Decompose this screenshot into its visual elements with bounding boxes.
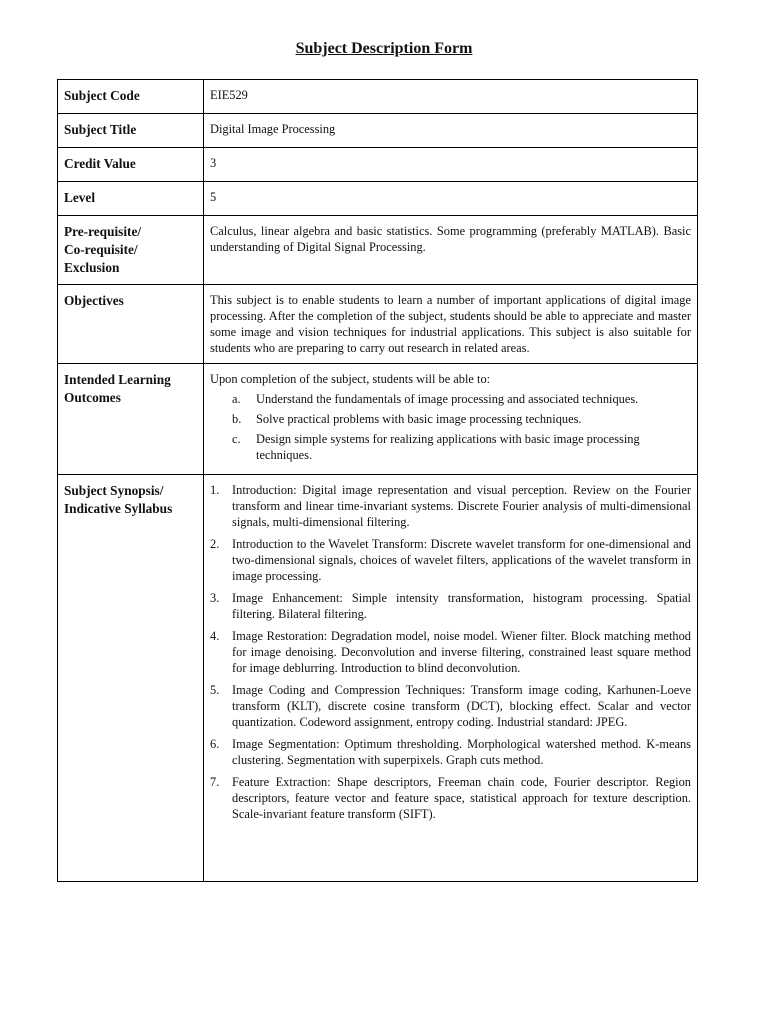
ilo-label-line-1: Intended Learning xyxy=(64,372,171,387)
syllabus-text: Image Segmentation: Optimum thresholding. Morphological watershed method. K-means clustering. Segmentation with superpixels. Graph cuts method. xyxy=(232,737,691,767)
ilo-marker: c. xyxy=(232,432,241,446)
ilo-item xyxy=(210,391,691,407)
row-level xyxy=(58,182,698,216)
syllabus-text: Image Restoration: Degradation model, noise model. Wiener filter. Block matching method for image denoising. Deconvolution and inverse filtering, constrained least square method for image deblurring. Introduction to blind deconvolution. xyxy=(232,629,691,675)
ilo-text: Solve practical problems with basic image processing techniques. xyxy=(256,412,582,426)
syllabus-marker: 3. xyxy=(210,591,220,605)
ilo-item xyxy=(210,431,691,463)
form-title xyxy=(0,40,768,58)
syllabus-text: Image Coding and Compression Techniques: Transform image coding, Karhunen-Loeve transform (KLT), discrete cosine transform (DCT), blocking effect. Scalar and vector quantization. Codeword assignment, entropy coding. Industrial standard: JPEG. xyxy=(232,683,691,729)
objectives-value: This subject is to enable students to learn a number of important applications of digital image processing. After the completion of the subject, students should be able to appreciate and master some image and vision techniques for industrial applications. This subject is also suitable for students who are preparing to carry out research in related areas. xyxy=(204,285,698,364)
ilo-intro: Upon completion of the subject, students will be able to: xyxy=(210,372,491,386)
syllabus-marker: 5. xyxy=(210,683,220,697)
subject-title-value: Digital Image Processing xyxy=(204,114,698,148)
ilo-label-line-2: Outcomes xyxy=(64,390,121,405)
credit-value-value: 3 xyxy=(204,148,698,182)
credit-value-label: Credit Value xyxy=(58,148,204,182)
syllabus-text: Feature Extraction: Shape descriptors, Freeman chain code, Fourier descriptor. Region descriptors, feature vector and feature space, statistical approach for texture description. Scale-invariant feature transform (SIFT). xyxy=(232,775,691,821)
objectives-label: Objectives xyxy=(58,285,204,364)
syllabus-item xyxy=(210,682,691,730)
row-subject-title xyxy=(58,114,698,148)
syllabus-text: Introduction: Digital image representation and visual perception. Review on the Fourier transform and linear time-invariant systems. Discrete Fourier analysis of multi-dimensional signals, multi-dimensional filtering. xyxy=(232,483,691,529)
syllabus-label-line-2: Indicative Syllabus xyxy=(64,501,173,516)
row-ilo xyxy=(58,364,698,475)
syllabus-label-line-1: Subject Synopsis/ xyxy=(64,483,164,498)
row-objectives xyxy=(58,285,698,364)
subject-title-label: Subject Title xyxy=(58,114,204,148)
syllabus-item xyxy=(210,482,691,530)
form-title-text: Subject Description Form xyxy=(295,40,473,57)
syllabus-item xyxy=(210,590,691,622)
syllabus-item xyxy=(210,774,691,822)
row-syllabus xyxy=(58,475,698,882)
subject-code-label: Subject Code xyxy=(58,80,204,114)
ilo-marker: b. xyxy=(232,412,242,426)
syllabus-item xyxy=(210,628,691,676)
prerequisite-label xyxy=(58,216,204,285)
syllabus-label xyxy=(58,475,204,882)
syllabus-list xyxy=(210,482,691,822)
subject-code-value: EIE529 xyxy=(204,80,698,114)
row-subject-code xyxy=(58,80,698,114)
ilo-label xyxy=(58,364,204,475)
ilo-marker: a. xyxy=(232,392,241,406)
syllabus-marker: 1. xyxy=(210,483,220,497)
syllabus-marker: 2. xyxy=(210,537,220,551)
syllabus-marker: 7. xyxy=(210,775,220,789)
level-label: Level xyxy=(58,182,204,216)
syllabus-marker: 4. xyxy=(210,629,220,643)
subject-description-table xyxy=(57,79,698,882)
prerequisite-label-line-1: Pre-requisite/ xyxy=(64,224,142,239)
level-value: 5 xyxy=(204,182,698,216)
prerequisite-value: Calculus, linear algebra and basic statistics. Some programming (preferably MATLAB). Basic understanding of Digital Signal Processing. xyxy=(204,216,698,285)
row-credit-value xyxy=(58,148,698,182)
ilo-value xyxy=(204,364,698,475)
row-prerequisite xyxy=(58,216,698,285)
ilo-text: Understand the fundamentals of image processing and associated techniques. xyxy=(256,392,639,406)
prerequisite-label-line-3: Exclusion xyxy=(64,260,120,275)
syllabus-text: Introduction to the Wavelet Transform: Discrete wavelet transform for one-dimensional and two-dimensional signals, choices of wavelet filters, applications of the wavelet transform in image processing. xyxy=(232,537,691,583)
syllabus-marker: 6. xyxy=(210,737,220,751)
syllabus-item xyxy=(210,736,691,768)
syllabus-value xyxy=(204,475,698,882)
syllabus-item xyxy=(210,536,691,584)
ilo-list xyxy=(210,391,691,463)
ilo-item xyxy=(210,411,691,427)
ilo-text: Design simple systems for realizing applications with basic image processing techniques. xyxy=(256,432,640,462)
prerequisite-label-line-2: Co-requisite/ xyxy=(64,242,138,257)
syllabus-text: Image Enhancement: Simple intensity transformation, histogram processing. Spatial filtering. Bilateral filtering. xyxy=(232,591,691,621)
